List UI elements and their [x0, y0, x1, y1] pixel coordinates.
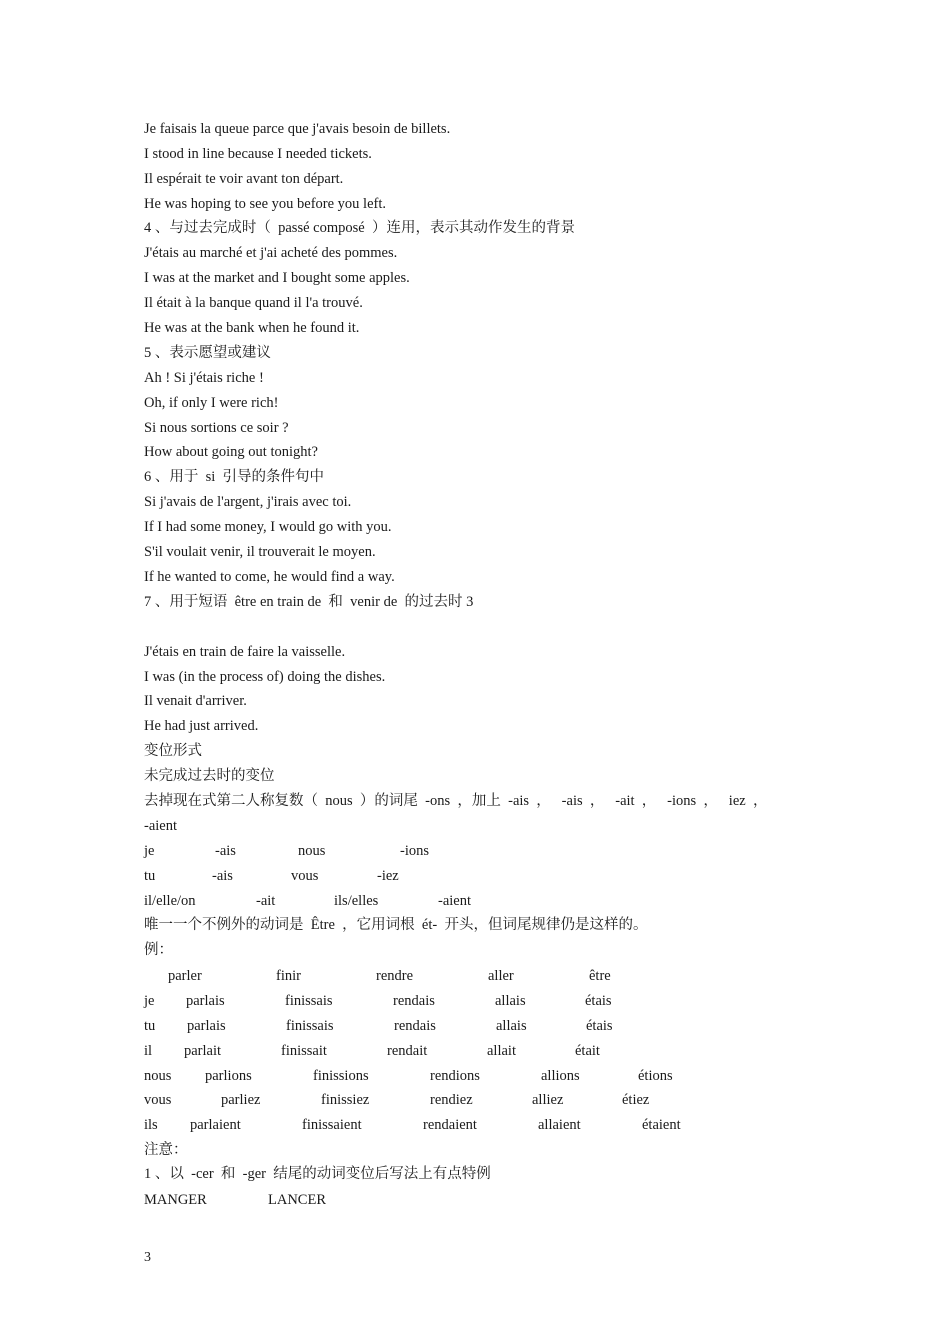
page-number: 3 [144, 1250, 151, 1265]
text-line: If I had some money, I would go with you. [144, 519, 392, 535]
section-heading: 7 、用于短语 être en train de 和 venir de 的过去时 3 [144, 594, 474, 610]
table-cell: allions [541, 1068, 580, 1084]
table-cell: -ais [215, 843, 236, 859]
text-line: Il était à la banque quand il l'a trouvé. [144, 295, 363, 311]
table-cell: finissiez [321, 1092, 370, 1108]
text-line: J'étais en train de faire la vaisselle. [144, 644, 346, 660]
section-heading: 未完成过去时的变位 [144, 768, 275, 784]
table-cell: rendiez [430, 1092, 473, 1108]
table-cell: tu [144, 1018, 156, 1034]
text-line: How about going out tonight? [144, 444, 318, 460]
section-heading: 4 、与过去完成时（ passé composé ）连用，表示其动作发生的背景 [144, 220, 575, 236]
table-cell: finissais [286, 1018, 334, 1034]
text-line: 唯一一个不例外的动词是 Être ，它用词根 ét- 开头，但词尾规律仍是这样的。 [144, 917, 648, 933]
table-cell: rendaient [423, 1117, 477, 1133]
table-cell: rendions [430, 1068, 480, 1084]
table-cell: vous [291, 868, 319, 884]
text-line: I stood in line because I needed tickets. [144, 146, 372, 162]
table-cell: alliez [532, 1092, 564, 1108]
table-cell: allait [487, 1043, 516, 1059]
table-cell: rendais [393, 993, 435, 1009]
text-line: I was (in the process of) doing the dishes. [144, 669, 386, 685]
text-line: He was at the bank when he found it. [144, 320, 360, 336]
table-cell: tu [144, 868, 156, 884]
table-header: aller [488, 968, 514, 984]
text-line: He had just arrived. [144, 718, 259, 734]
example-label: 例： [144, 942, 173, 958]
table-cell: ils [144, 1117, 158, 1133]
text-line: Oh, if only I were rich! [144, 395, 279, 411]
table-header: rendre [376, 968, 414, 984]
table-header: être [589, 968, 611, 984]
table-cell: parlais [187, 1018, 226, 1034]
table-cell: parlaient [190, 1117, 241, 1133]
text-line: Si j'avais de l'argent, j'irais avec toi. [144, 494, 352, 510]
table-cell: rendait [387, 1043, 428, 1059]
text-line: Je faisais la queue parce que j'avais besoin de billets. [144, 121, 451, 137]
table-cell: étiez [622, 1092, 650, 1108]
verb-label: MANGER [144, 1192, 207, 1208]
table-cell: rendais [394, 1018, 436, 1034]
table-header: finir [276, 968, 301, 984]
table-cell: parlais [186, 993, 225, 1009]
table-cell: était [575, 1043, 600, 1059]
verb-label: LANCER [268, 1192, 326, 1208]
section-heading: 变位形式 [144, 743, 202, 759]
table-cell: parlait [184, 1043, 222, 1059]
table-cell: finissions [313, 1068, 369, 1084]
table-cell: allais [496, 1018, 527, 1034]
table-cell: finissait [281, 1043, 327, 1059]
section-heading: 1 、以 -cer 和 -ger 结尾的动词变位后写法上有点特例 [144, 1166, 491, 1182]
table-cell: parliez [221, 1092, 261, 1108]
table-cell: finissais [285, 993, 333, 1009]
table-cell: allaient [538, 1117, 581, 1133]
table-cell: -ais [212, 868, 233, 884]
table-cell: il/elle/on [144, 893, 196, 909]
table-cell: allais [495, 993, 526, 1009]
table-cell: nous [298, 843, 326, 859]
text-line: Il espérait te voir avant ton départ. [144, 171, 344, 187]
section-heading: 5 、表示愿望或建议 [144, 345, 271, 361]
table-cell: nous [144, 1068, 172, 1084]
table-cell: je [144, 993, 155, 1009]
table-cell: parlions [205, 1068, 252, 1084]
text-line: 去掉现在式第二人称复数（ nous ）的词尾 -ons ，加上 -ais ， -ais ， -ait ， -ions ， iez ， [144, 793, 768, 809]
table-cell: étais [585, 993, 612, 1009]
table-cell: finissaient [302, 1117, 362, 1133]
table-cell: étions [638, 1068, 673, 1084]
text-line: J'étais au marché et j'ai acheté des pommes. [144, 245, 398, 261]
text-line: S'il voulait venir, il trouverait le moyen. [144, 544, 376, 560]
table-cell: -aient [438, 893, 472, 909]
table-cell: vous [144, 1092, 172, 1108]
text-line: -aient [144, 818, 178, 834]
table-cell: étaient [642, 1117, 681, 1133]
table-cell: ils/elles [334, 893, 379, 909]
table-header: parler [168, 968, 202, 984]
text-line: I was at the market and I bought some apples. [144, 270, 410, 286]
table-cell: étais [586, 1018, 613, 1034]
table-cell: je [144, 843, 155, 859]
text-line: He was hoping to see you before you left. [144, 196, 387, 212]
table-cell: -ions [400, 843, 429, 859]
table-cell: -iez [377, 868, 399, 884]
table-cell: -ait [256, 893, 276, 909]
table-cell: il [144, 1043, 153, 1059]
section-heading: 6 、用于 si 引导的条件句中 [144, 469, 325, 485]
text-line: Ah ! Si j'étais riche ! [144, 370, 264, 386]
text-line: Si nous sortions ce soir ? [144, 420, 289, 436]
text-line: Il venait d'arriver. [144, 693, 247, 709]
text-line: If he wanted to come, he would find a way. [144, 569, 395, 585]
attention-label: 注意： [144, 1142, 188, 1158]
